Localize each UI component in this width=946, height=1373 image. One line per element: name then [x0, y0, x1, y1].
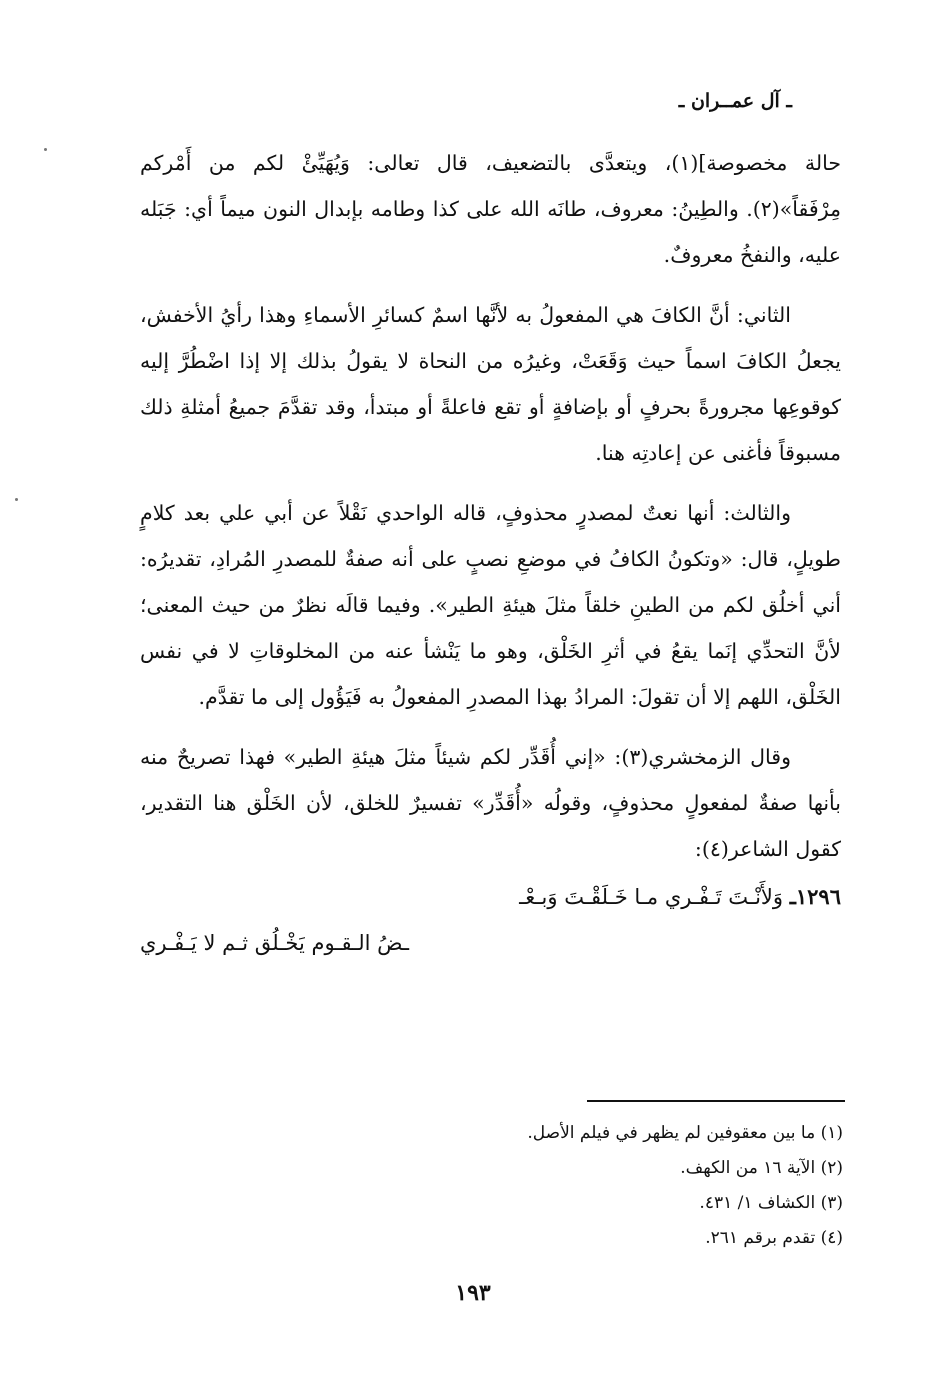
footnote-divider: [587, 1100, 845, 1102]
verse-second-hemistich: ـضُ الـقـوم يَخْـلُق ثـم لا يَـفْـري: [140, 931, 410, 955]
main-text: [140, 140, 841, 966]
running-header: ـ آل عمــران ـ: [678, 90, 792, 112]
scan-speck: [15, 498, 18, 501]
paragraph-second-view: الثاني: أنَّ الكافَ هي المفعولُ به لأنَّها اسمٌ كسائرِ الأسماءِ وهذا رأيُ الأخفش، يجعلُ الكافَ اسماً حيث وَقَعَتْ، وغيرُه من النحاة لا يقولُ بذلك إلا إذا اضْطُرَّ إليه كوقوعِها مجرورةً بحرفٍ أو بإضافةٍ أو تقع فاعلةً أو مبتدأ، وقد تقدَّمَ جميعُ أمثلةِ ذلك مسبوقاً فأغنى عن إعادتِه هنا.: [140, 303, 841, 465]
footnote-4: (٤) تقدم برقم ٢٦١.: [705, 1228, 843, 1248]
footnote-1: (١) ما بين معقوفين لم يظهر في فيلم الأصل.: [527, 1123, 843, 1143]
scan-speck: [44, 148, 47, 151]
verse-first-hemistich: [140, 874, 841, 920]
verse-line-1-text: وَلأَنْـتَ تَـفْـري مـا خَـلَقْـتَ وَبـعْـ: [519, 885, 784, 909]
paragraph-third-view: والثالث: أنها نعتٌ لمصدرٍ محذوفٍ، قاله الواحدي نَقْلاً عن أبي علي بعد كلامٍ طويلٍ، قال: «وتكونُ الكافُ في موضعِ نصبٍ على أنه صفةٌ للمصدرِ المُرادِ، تقديرُه: أني أخلُق لكم من الطينِ خلقاً مثلَ هيئةِ الطير». وفيما قالَه نظرٌ من حيث المعنى؛ لأنَّ التحدِّي إنَما يقعُ في أثرِ الخَلْق، وهو ما يَنْشأ عنه من المخلوقاتِ لا في نفس الخَلْق، اللهم إلا أن تقولَ: المرادُ بهذا المصدرِ المفعولُ به فَيَؤُول إلى ما تقدَّم.: [140, 501, 841, 709]
poetry-verse: [140, 874, 841, 966]
verse-number: ١٢٩٦ـ: [789, 884, 841, 909]
footnote-3: (٣) الكشاف ١/ ٤٣١.: [699, 1193, 843, 1213]
footnotes: [423, 1116, 843, 1256]
paragraph-zamakhshari: وقال الزمخشري(٣): «إني أُقَدِّر لكم شيئاً مثلَ هيئةِ الطير» فهذا تصريحٌ منه بأنها صفةٌ لمفعولٍ محذوفٍ، وقولُه «أُقَدِّر» تفسيرٌ للخلق، لأن الخَلْق هنا التقدير، كقول الشاعر(٤):: [140, 745, 841, 861]
footnote-2: (٢) الآية ١٦ من الكهف.: [680, 1158, 843, 1178]
page-number: ١٩٣: [455, 1280, 491, 1306]
paragraph-continuation: حالة مخصوصة](١)، ويتعدَّى بالتضعيف، قال تعالى: وَيُهَيِّئْ لكم من أَمْركم مِرْفَقاً»(٢). والطِينُ: معروف، طانَه الله على كذا وطامه بإبدال النون ميماً أي: جَبَله عليه، والنفخُ معروفٌ.: [140, 151, 841, 267]
